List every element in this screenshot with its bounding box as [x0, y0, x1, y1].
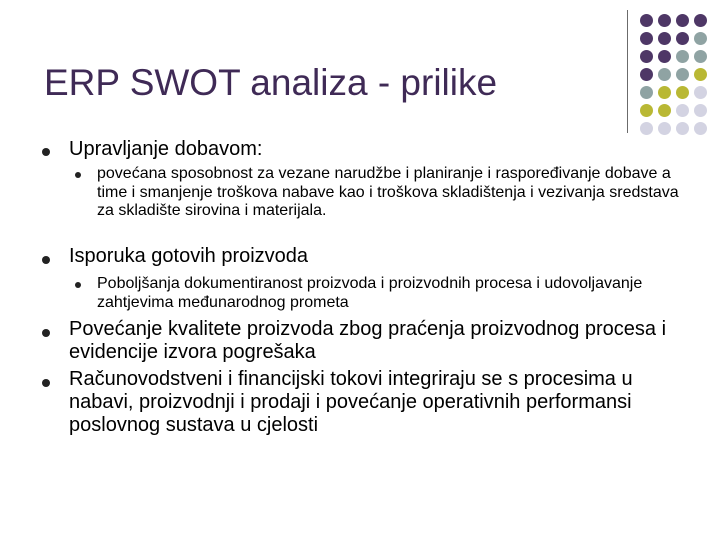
decorative-dot: [676, 14, 689, 27]
bullet-icon: [42, 148, 50, 156]
divider-line: [627, 10, 628, 133]
decorative-dot: [694, 122, 707, 135]
decorative-dot: [640, 104, 653, 117]
decorative-dot: [640, 68, 653, 81]
sub-bullet-text: povećana sposobnost za vezane narudžbe i planiranje i raspoređivanje dobave a time i smanjenje troškova nabave kao i troškova skladištenja i vezivanja sredstava za skladište sirovina i materijala.: [97, 165, 679, 219]
bullet-icon: [42, 379, 50, 387]
decorative-dot: [640, 50, 653, 63]
bullet-icon: [75, 282, 81, 288]
decorative-dot: [676, 68, 689, 81]
bullet-icon: [42, 256, 50, 264]
decorative-dot: [640, 14, 653, 27]
decorative-dot: [658, 86, 671, 99]
decorative-dot: [658, 122, 671, 135]
decorative-dot: [640, 86, 653, 99]
sub-bullet-text: Poboljšanja dokumentiranost proizvoda i proizvodnih procesa i udovoljavanje zahtjevima međunarodnog prometa: [97, 275, 643, 311]
decorative-dot: [676, 50, 689, 63]
decorative-dot: [676, 104, 689, 117]
decorative-dot: [658, 32, 671, 45]
decorative-dot-grid: [640, 14, 707, 135]
decorative-dot: [640, 122, 653, 135]
decorative-dot: [694, 104, 707, 117]
decorative-dot: [658, 68, 671, 81]
bullet-icon: [42, 329, 50, 337]
decorative-dot: [694, 86, 707, 99]
decorative-dot: [640, 32, 653, 45]
bullet-text: Računovodstveni i financijski tokovi integriraju se s procesima u nabavi, proizvodnji i prodaji i povećanje operativnih performansi poslovnog sustava u cjelosti: [69, 368, 633, 436]
decorative-dot: [676, 86, 689, 99]
bullet-text: Povećanje kvalitete proizvoda zbog praćenja proizvodnog procesa i evidencije izvora pogrešaka: [69, 318, 667, 363]
decorative-dot: [658, 50, 671, 63]
decorative-dot: [658, 14, 671, 27]
decorative-dot: [676, 122, 689, 135]
bullet-text: Upravljanje dobavom:: [69, 138, 263, 160]
decorative-dot: [694, 50, 707, 63]
decorative-dot: [694, 68, 707, 81]
bullet-icon: [75, 172, 81, 178]
bullet-text: Isporuka gotovih proizvoda: [69, 245, 309, 267]
decorative-dot: [694, 14, 707, 27]
decorative-dot: [676, 32, 689, 45]
slide-title: ERP SWOT analiza - prilike: [44, 62, 498, 103]
decorative-dot: [658, 104, 671, 117]
decorative-dot: [694, 32, 707, 45]
